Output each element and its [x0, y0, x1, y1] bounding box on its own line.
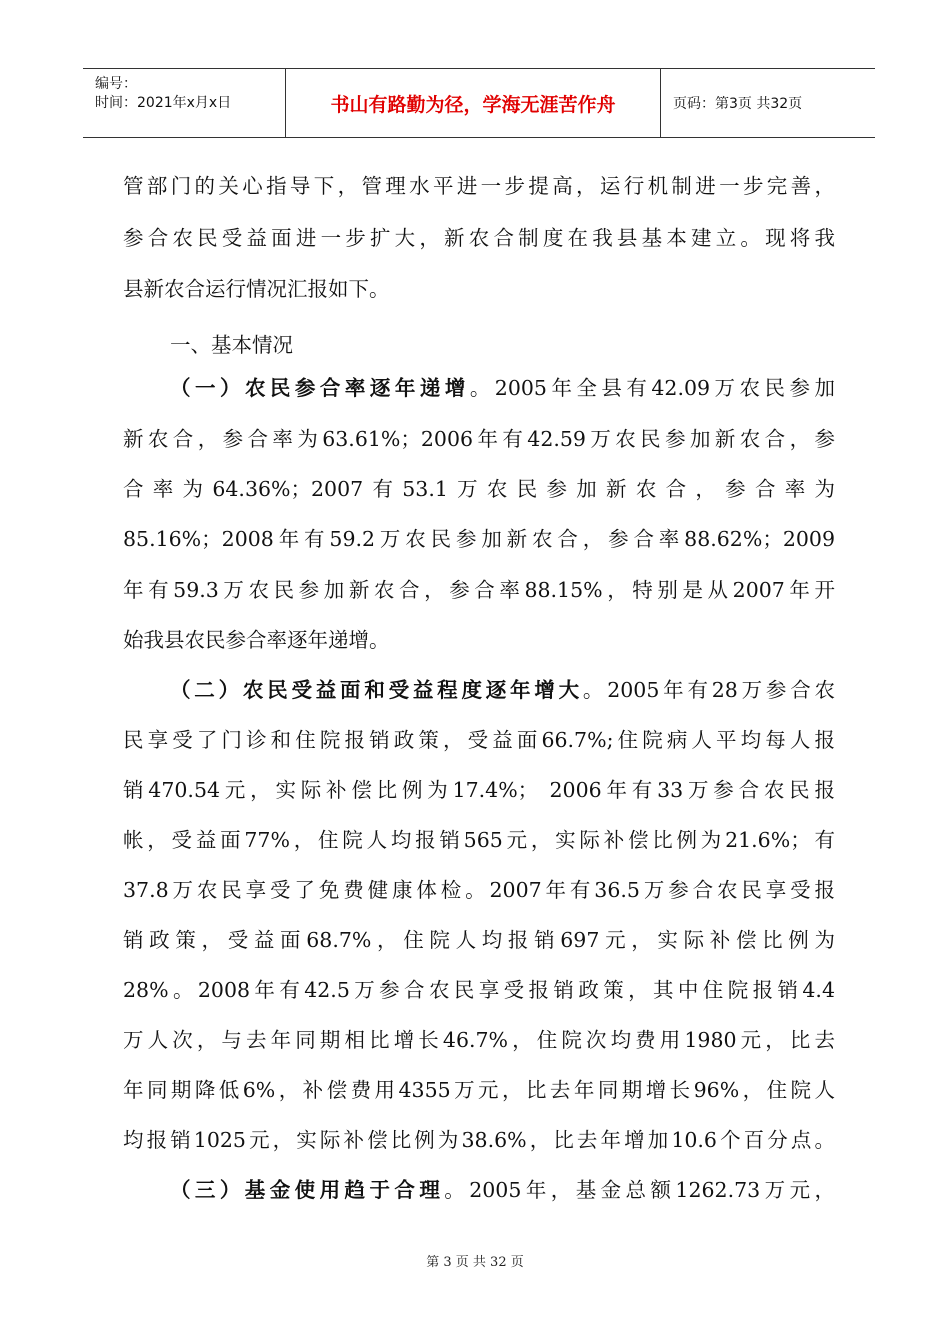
body-line: 参合农民受益面进一步扩大，新农合制度在我县基本建立。现将我 — [123, 226, 835, 250]
body-line: 万人次，与去年同期相比增长46.7%，住院次均费用1980元，比去 — [123, 1028, 835, 1052]
body-line: 85.16%；2008年有59.2万农民参加新农合，参合率88.62%；2009 — [123, 527, 835, 551]
page-footer: 第 3 页 共 32 页 — [426, 1255, 524, 1270]
document-time-label: 时间：2021年x月x日 — [95, 95, 232, 111]
header-meta-cell — [83, 69, 286, 137]
page-header — [83, 68, 875, 138]
document-number-label: 编号： — [95, 76, 137, 92]
body-line: 销政策，受益面68.7%，住院人均报销697元，实际补偿比例为 — [123, 928, 835, 952]
header-page-label: 页码：第3页 共32页 — [673, 96, 803, 112]
body-line: 年有59.3万农民参加新农合，参合率88.15%，特别是从2007年开 — [123, 578, 835, 602]
subsection-text: 。2005年，基金总额1262.73万元， — [444, 1178, 835, 1202]
body-line: 新农合，参合率为63.61%；2006年有42.59万农民参加新农合，参 — [123, 427, 835, 451]
subsection-first-line — [170, 680, 835, 701]
subsection-first-line — [170, 1180, 835, 1201]
body-line: 合率为64.36%；2007有53.1万农民参加新农合，参合率为 — [123, 477, 835, 501]
subsection-text: 。2005年全县有42.09万农民参加 — [469, 376, 835, 400]
body-line: 帐，受益面77%，住院人均报销565元，实际补偿比例为21.6%；有 — [123, 828, 835, 852]
subsection-first-line — [170, 378, 835, 399]
header-motto: 书山有路勤为径，学海无涯苦作舟 — [286, 69, 661, 137]
body-line: 县新农合运行情况汇报如下。 — [123, 277, 390, 301]
body-line: 管部门的关心指导下，管理水平进一步提高，运行机制进一步完善， — [123, 174, 835, 198]
subsection-title: （三）基金使用趋于合理 — [170, 1178, 445, 1202]
body-line: 28%。2008年有42.5万参合农民享受报销政策，其中住院报销4.4 — [123, 978, 835, 1002]
body-line: 年同期降低6%，补偿费用4355万元，比去年同期增长96%，住院人 — [123, 1078, 835, 1102]
body-line: 37.8万农民享受了免费健康体检。2007年有36.5万参合农民享受报 — [123, 878, 835, 902]
section-heading: 一、基本情况 — [170, 333, 293, 357]
subsection-title: （一）农民参合率逐年递增 — [170, 376, 470, 400]
body-line: 销470.54元，实际补偿比例为17.4%； 2006年有33万参合农民报 — [123, 778, 835, 802]
subsection-title: （二）农民受益面和受益程度逐年增大 — [170, 678, 583, 702]
body-line: 均报销1025元，实际补偿比例为38.6%，比去年增加10.6个百分点。 — [123, 1128, 835, 1152]
body-line: 始我县农民参合率逐年递增。 — [123, 628, 390, 652]
body-line: 民享受了门诊和住院报销政策，受益面66.7%;住院病人平均每人报 — [123, 728, 835, 752]
subsection-text: 。2005年有28万参合农 — [582, 678, 835, 702]
